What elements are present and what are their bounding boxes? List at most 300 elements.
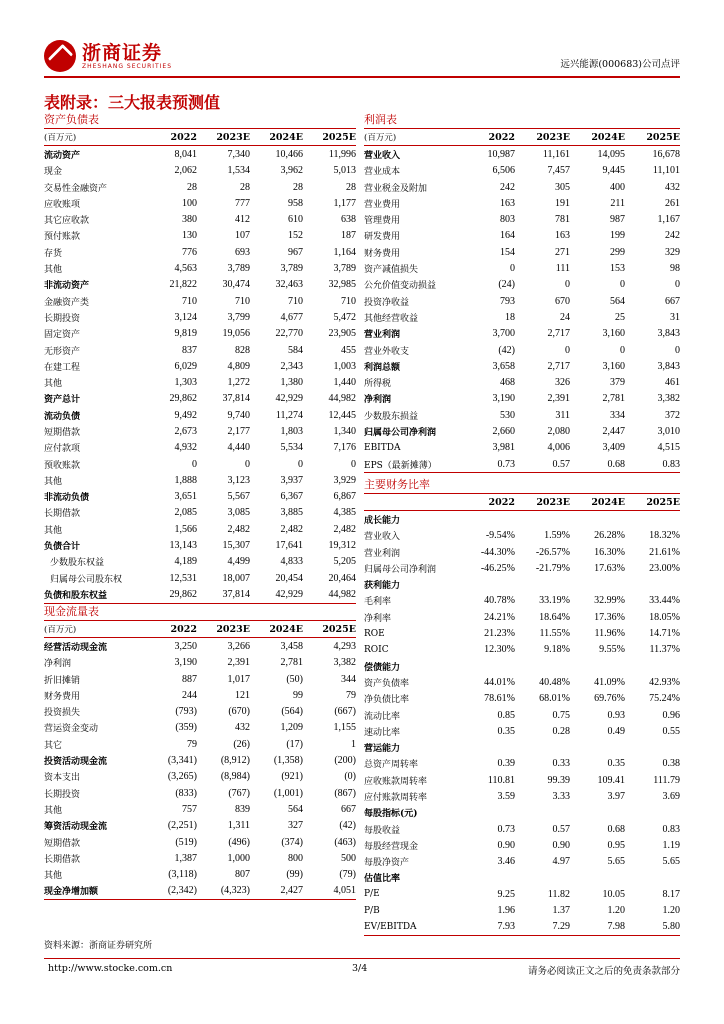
row-label: 所得税: [364, 379, 392, 390]
cell-value: 3.59: [497, 790, 515, 802]
cell-value: 109.41: [597, 774, 625, 786]
cell-value: (26): [233, 738, 250, 750]
cell-value: 110.81: [487, 774, 515, 786]
cell-value: 7.29: [515, 919, 570, 936]
column-header: 2022: [460, 494, 515, 511]
cell-value: 3.97: [607, 790, 625, 802]
table-row: [364, 691, 680, 707]
cell-value: 1,017: [227, 673, 250, 685]
cell-value: 1.19: [662, 839, 680, 851]
cell-value: (921): [281, 771, 303, 783]
cell-value: 5.65: [607, 856, 625, 868]
cell-value: 1.20: [607, 905, 625, 917]
row-label: 管理费用: [364, 216, 401, 227]
row-label: 每股经营现金: [364, 841, 419, 852]
cell-value: 163: [555, 230, 570, 242]
table-row: [44, 374, 356, 390]
cell-value: 2,080: [547, 425, 570, 437]
cell-value: 0.68: [570, 456, 625, 473]
cell-value: 0.28: [552, 725, 570, 737]
cell-value: 1,155: [333, 722, 356, 734]
row-label: 少数股东损益: [364, 411, 419, 422]
cell-value: (17): [286, 738, 303, 750]
table-row: [364, 707, 680, 723]
row-label: 流动资产: [44, 150, 81, 161]
column-header: 2023E: [197, 129, 250, 146]
table-row: [364, 342, 680, 358]
table-row: [44, 309, 356, 325]
row-label: 成长能力: [364, 515, 401, 526]
table-row: [364, 560, 680, 576]
row-label: 公允价值变动损益: [364, 281, 437, 292]
cell-value: 0.73: [460, 456, 515, 473]
cell-value: [625, 576, 680, 592]
table-row: [44, 456, 356, 472]
cell-value: 3,190: [174, 657, 197, 669]
row-label: EBITDA: [364, 442, 401, 453]
cell-value: 242: [665, 230, 680, 242]
cell-value: 3,190: [492, 393, 515, 405]
cell-value: 6,029: [174, 360, 197, 372]
cell-value: [570, 576, 625, 592]
cell-value: 111: [555, 263, 570, 275]
cell-value: (50): [286, 673, 303, 685]
cell-value: 311: [555, 409, 570, 421]
cell-value: [460, 658, 515, 674]
cell-value: 3,929: [333, 474, 356, 486]
cell-value: (24): [498, 279, 515, 291]
table-row: [364, 423, 680, 439]
cell-value: (3,265): [167, 771, 197, 783]
cell-value: [515, 511, 570, 528]
cell-value: 0.83: [625, 456, 680, 473]
cash-flow-table: [44, 621, 356, 900]
cell-value: 3,160: [602, 328, 625, 340]
cell-value: 3,124: [174, 311, 197, 323]
cell-value: 610: [288, 214, 303, 226]
cell-value: 18,007: [222, 572, 250, 584]
cell-value: 958: [288, 197, 303, 209]
table-row: [364, 358, 680, 374]
table-header-row: [44, 129, 356, 146]
cell-value: 4.97: [552, 856, 570, 868]
cell-value: 638: [341, 214, 356, 226]
cell-value: 16.30%: [594, 546, 625, 558]
table-row: [364, 456, 680, 473]
table-row: [44, 638, 356, 655]
cell-value: 4,385: [333, 507, 356, 519]
cell-value: 99.39: [547, 774, 570, 786]
cell-value: 455: [341, 344, 356, 356]
cell-value: 3,382: [333, 657, 356, 669]
cell-value: 19,312: [328, 540, 356, 552]
cell-value: 44,982: [303, 586, 356, 603]
table-row: [44, 228, 356, 244]
cell-value: 1,209: [280, 722, 303, 734]
table-row: [44, 720, 356, 736]
row-label: 营业外收支: [364, 346, 410, 357]
cell-value: 3,937: [280, 474, 303, 486]
table-row: [44, 260, 356, 276]
cash-flow-title: 现金流量表: [44, 604, 356, 621]
cell-value: 0.85: [497, 709, 515, 721]
cell-value: 23.00%: [649, 562, 680, 574]
cell-value: [570, 805, 625, 821]
cell-value: 15,307: [222, 540, 250, 552]
table-row: [364, 211, 680, 227]
cell-value: 1,340: [333, 425, 356, 437]
cell-value: 807: [235, 869, 250, 881]
cell-value: (8,912): [220, 755, 250, 767]
row-label: 其他: [44, 476, 63, 487]
cell-value: 29,862: [144, 586, 197, 603]
row-label: 非流动负债: [44, 493, 90, 504]
cell-value: [460, 805, 515, 821]
table-row: [44, 537, 356, 553]
row-label: 营运资金变动: [44, 724, 99, 735]
cell-value: 33.19%: [539, 595, 570, 607]
cell-value: 211: [610, 197, 625, 209]
cell-value: 18.64%: [539, 611, 570, 623]
cell-value: 0.38: [662, 758, 680, 770]
cell-value: 3,789: [280, 263, 303, 275]
table-row: [364, 179, 680, 195]
cell-value: 379: [610, 377, 625, 389]
cell-value: 28: [346, 181, 356, 193]
cell-value: 42,929: [275, 393, 303, 405]
cell-value: 79: [346, 689, 356, 701]
cell-value: 7.98: [570, 919, 625, 936]
cell-value: 500: [341, 852, 356, 864]
cell-value: [570, 739, 625, 755]
cell-value: 1,177: [333, 197, 356, 209]
cell-value: 5,013: [333, 165, 356, 177]
cell-value: (519): [175, 836, 197, 848]
cell-value: 7,340: [227, 148, 250, 160]
table-row: [44, 423, 356, 439]
cell-value: (374): [281, 836, 303, 848]
cell-value: 1,003: [333, 360, 356, 372]
cell-value: 1,167: [657, 214, 680, 226]
cell-value: 11,161: [542, 148, 570, 160]
cell-value: 9.25: [497, 888, 515, 900]
column-header: 2025E: [625, 494, 680, 511]
cell-value: [460, 739, 515, 755]
cell-value: 44,982: [328, 393, 356, 405]
cell-value: 0.68: [607, 823, 625, 835]
cell-value: 26.28%: [594, 530, 625, 542]
table-row: [364, 407, 680, 423]
cell-value: 75.24%: [649, 693, 680, 705]
cell-value: 69.76%: [594, 693, 625, 705]
cell-value: 299: [610, 246, 625, 258]
cell-value: 187: [341, 230, 356, 242]
row-label: 投资净收益: [364, 297, 410, 308]
cell-value: 2,391: [227, 657, 250, 669]
table-row: [364, 593, 680, 609]
cell-value: 839: [235, 803, 250, 815]
table-row: [364, 195, 680, 211]
cell-value: 372: [665, 409, 680, 421]
page-header: [0, 0, 724, 80]
cell-value: 2,085: [174, 507, 197, 519]
row-label: 速动比率: [364, 727, 401, 738]
cell-value: 1.59%: [544, 530, 570, 542]
financial-ratios-title: 主要财务比率: [364, 477, 680, 494]
cell-value: 4,293: [333, 640, 356, 652]
cell-value: 130: [182, 230, 197, 242]
cell-value: [515, 576, 570, 592]
row-label: 归属母公司净利润: [364, 427, 437, 438]
row-label: EV/EBITDA: [364, 919, 460, 936]
cell-value: 793: [500, 295, 515, 307]
unit-label: (百万元): [44, 621, 144, 638]
cell-value: 4,189: [174, 556, 197, 568]
row-label: 其他: [44, 871, 63, 882]
cell-value: 10,987: [487, 148, 515, 160]
row-label: 长期投资: [44, 789, 81, 800]
cell-value: 2,717: [547, 328, 570, 340]
cell-value: 24: [560, 311, 570, 323]
cell-value: (867): [334, 787, 356, 799]
cell-value: 670: [555, 295, 570, 307]
cell-value: 0: [192, 458, 197, 470]
cell-value: 305: [555, 181, 570, 193]
cell-value: 2,177: [227, 425, 250, 437]
cell-value: 261: [665, 197, 680, 209]
table-row: [364, 576, 680, 592]
cell-value: 0: [565, 279, 570, 291]
cell-value: 12.30%: [484, 644, 515, 656]
cell-value: 693: [235, 246, 250, 258]
logo-icon: [44, 40, 76, 72]
row-label: 非流动资产: [44, 281, 90, 292]
table-row: [364, 870, 680, 886]
cell-value: 1,440: [333, 377, 356, 389]
row-label: 长期投资: [44, 313, 81, 324]
cell-value: 432: [235, 722, 250, 734]
cell-value: 6,367: [280, 491, 303, 503]
cell-value: 1.37: [552, 905, 570, 917]
cash-flow-section: [44, 604, 356, 900]
data-source-note: 资料来源：浙商证券研究所: [44, 941, 153, 951]
row-label: 营业收入: [364, 150, 401, 161]
cell-value: 344: [341, 673, 356, 685]
cell-value: (2,251): [167, 820, 197, 832]
row-label: 资产减值损失: [364, 265, 419, 276]
balance-sheet-section: [44, 112, 356, 604]
cell-value: 41.09%: [594, 676, 625, 688]
cell-value: 1: [351, 738, 356, 750]
cell-value: 5,534: [280, 442, 303, 454]
cell-value: 7,457: [547, 165, 570, 177]
cell-value: 584: [288, 344, 303, 356]
row-label: 估值比率: [364, 874, 401, 885]
column-header: 2024E: [250, 129, 303, 146]
cell-value: 0.39: [497, 758, 515, 770]
cell-value: 3,458: [280, 640, 303, 652]
cell-value: 0: [510, 263, 515, 275]
cell-value: 11,996: [328, 148, 356, 160]
cell-value: 32.99%: [594, 595, 625, 607]
cell-value: (463): [334, 836, 356, 848]
table-header-row: [44, 621, 356, 638]
cell-value: 20,464: [328, 572, 356, 584]
column-header: 2022: [460, 129, 515, 146]
cell-value: 757: [182, 803, 197, 815]
table-row: [364, 772, 680, 788]
column-header: 2022: [144, 621, 197, 638]
table-row: [44, 391, 356, 407]
table-row: [364, 902, 680, 918]
cell-value: 21,822: [169, 279, 197, 291]
row-label: 预付账款: [44, 232, 81, 243]
table-row: [44, 586, 356, 603]
cell-value: (42): [339, 820, 356, 832]
cell-value: 0.75: [552, 709, 570, 721]
cell-value: (359): [175, 722, 197, 734]
cell-value: 121: [235, 689, 250, 701]
table-row: [364, 642, 680, 658]
cell-value: 0.35: [607, 758, 625, 770]
table-row: [44, 671, 356, 687]
table-row: [364, 146, 680, 163]
cell-value: 3.33: [552, 790, 570, 802]
cell-value: 781: [555, 214, 570, 226]
cell-value: 9.55%: [599, 644, 625, 656]
row-label: 现金: [44, 167, 63, 178]
table-row: [44, 146, 356, 163]
website-link[interactable]: http://www.stocke.com.cn: [48, 963, 173, 974]
row-label: 每股收益: [364, 825, 401, 836]
row-label: 存货: [44, 248, 63, 259]
cell-value: [625, 805, 680, 821]
row-label: 应收账款周转率: [364, 776, 428, 787]
cell-value: 199: [610, 230, 625, 242]
income-statement-section: [364, 112, 680, 473]
table-row: [44, 769, 356, 785]
cell-value: 5.80: [625, 919, 680, 936]
cell-value: 5,472: [333, 311, 356, 323]
cell-value: -9.54%: [485, 530, 515, 542]
row-label: 其它: [44, 740, 63, 751]
cell-value: 8.17: [662, 888, 680, 900]
table-row: [364, 919, 680, 936]
table-row: [44, 179, 356, 195]
cell-value: 6,867: [333, 491, 356, 503]
cell-value: 2,427: [250, 883, 303, 900]
cell-value: 803: [500, 214, 515, 226]
cell-value: 20,454: [275, 572, 303, 584]
cell-value: 1,000: [227, 852, 250, 864]
cell-value: (1,001): [273, 787, 303, 799]
cell-value: 24.21%: [484, 611, 515, 623]
cell-value: 2,482: [227, 523, 250, 535]
cell-value: 0: [675, 344, 680, 356]
cell-value: 271: [555, 246, 570, 258]
cell-value: 0: [620, 279, 625, 291]
table-row: [364, 544, 680, 560]
cell-value: -46.25%: [480, 562, 515, 574]
cell-value: 7,176: [333, 442, 356, 454]
table-row: [364, 837, 680, 853]
cell-value: 326: [555, 377, 570, 389]
row-label: 营业费用: [364, 199, 401, 210]
cell-value: 3,382: [657, 393, 680, 405]
cell-value: 3,843: [657, 328, 680, 340]
cell-value: [570, 658, 625, 674]
row-label: 负债和股东权益: [44, 586, 144, 603]
cell-value: 2,391: [547, 393, 570, 405]
cell-value: 33.44%: [649, 595, 680, 607]
cell-value: 0.73: [497, 823, 515, 835]
table-row: [44, 163, 356, 179]
cell-value: 6,506: [492, 165, 515, 177]
table-row: [364, 788, 680, 804]
column-header: 2025E: [303, 621, 356, 638]
column-header: 2024E: [570, 494, 625, 511]
cell-value: 5.65: [662, 856, 680, 868]
table-row: [364, 609, 680, 625]
cell-value: 19,056: [222, 328, 250, 340]
table-row: [44, 244, 356, 260]
cell-value: 0: [298, 458, 303, 470]
cell-value: (1,358): [273, 755, 303, 767]
cell-value: 18.32%: [649, 530, 680, 542]
cell-value: 2,482: [280, 523, 303, 535]
cell-value: 191: [555, 197, 570, 209]
table-row: [364, 277, 680, 293]
cell-value: 9.18%: [544, 644, 570, 656]
cell-value: [515, 805, 570, 821]
row-label: 总资产周转率: [364, 760, 419, 771]
cell-value: 10,466: [275, 148, 303, 160]
cell-value: (3,341): [167, 755, 197, 767]
cell-value: 461: [665, 377, 680, 389]
table-row: [44, 850, 356, 866]
cell-value: 0.95: [607, 839, 625, 851]
cell-value: (670): [228, 706, 250, 718]
cell-value: 99: [293, 689, 303, 701]
cell-value: 828: [235, 344, 250, 356]
column-header: 2022: [144, 129, 197, 146]
table-row: [364, 391, 680, 407]
row-label: 其他: [44, 265, 63, 276]
disclaimer-note: 请务必阅读正文之后的免责条款部分: [527, 966, 680, 977]
table-row: [364, 805, 680, 821]
cell-value: 0.55: [662, 725, 680, 737]
unit-label: (百万元): [44, 129, 144, 146]
balance-sheet-title: 资产负债表: [44, 112, 356, 129]
cell-value: 11,101: [652, 165, 680, 177]
cell-value: (42): [498, 344, 515, 356]
row-label: 获利能力: [364, 581, 401, 592]
column-header: 2025E: [625, 129, 680, 146]
cell-value: 776: [182, 246, 197, 258]
row-label: 资本支出: [44, 773, 81, 784]
cell-value: 21.61%: [649, 546, 680, 558]
cell-value: (3,118): [168, 869, 197, 881]
cell-value: 242: [500, 181, 515, 193]
cell-value: 887: [182, 673, 197, 685]
cell-value: 3,085: [227, 507, 250, 519]
unit-label: (百万元): [364, 129, 460, 146]
column-header: 2025E: [303, 129, 356, 146]
cell-value: 8,041: [174, 148, 197, 160]
cell-value: (99): [286, 869, 303, 881]
cell-value: (496): [228, 836, 250, 848]
cell-value: 2,781: [602, 393, 625, 405]
